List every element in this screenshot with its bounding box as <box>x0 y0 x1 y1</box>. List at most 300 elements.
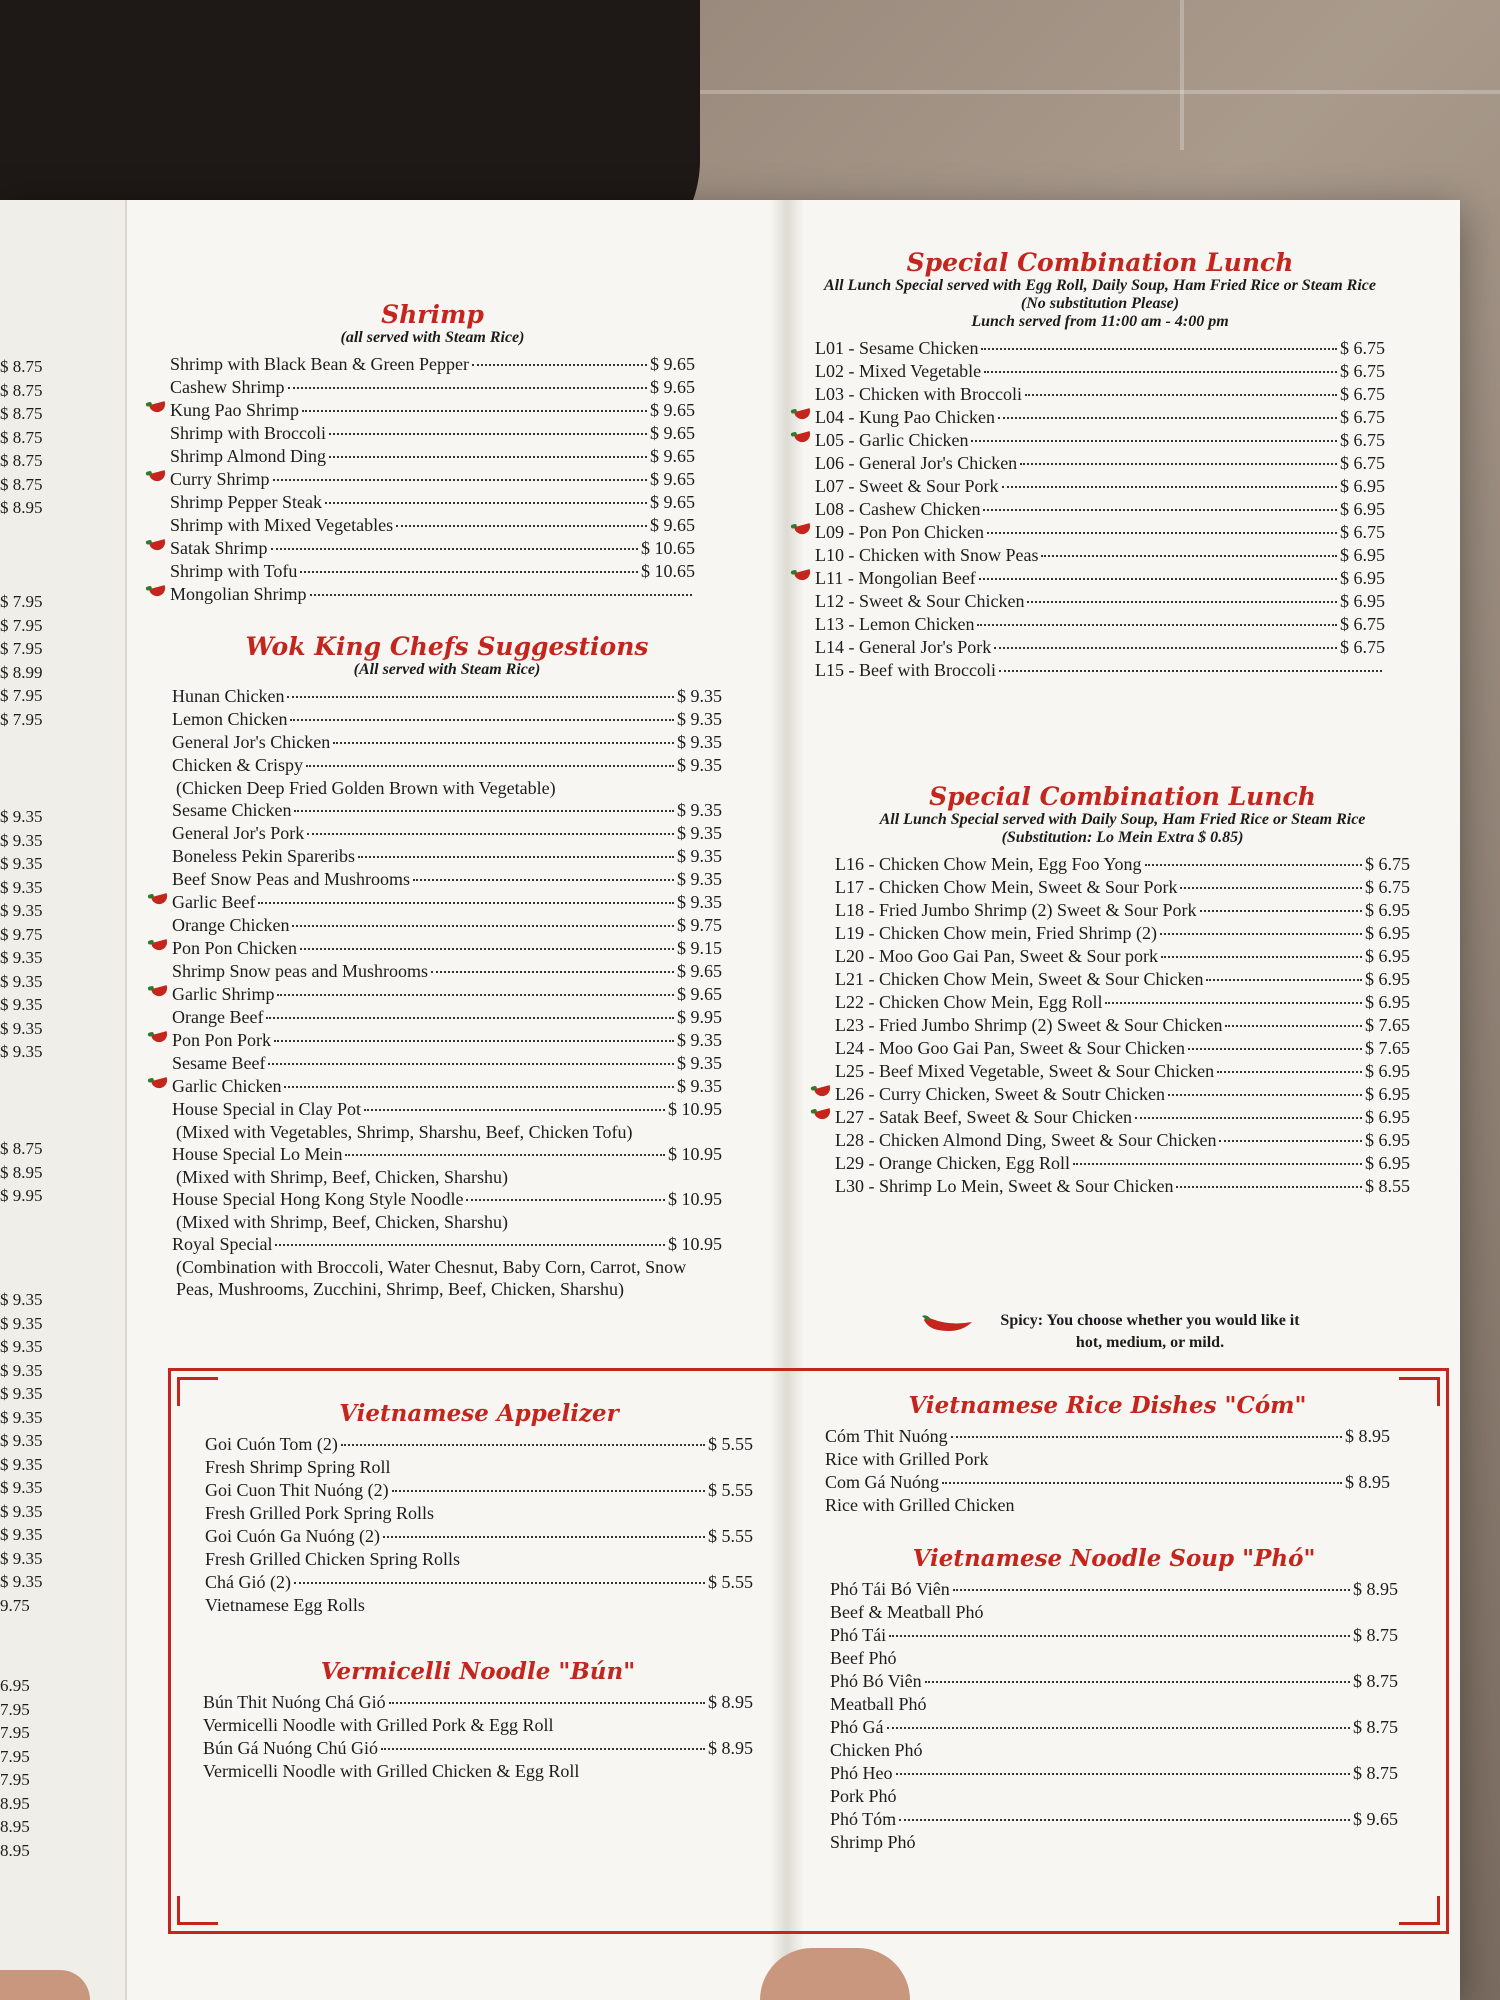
item-price: $ 6.95 <box>1365 1084 1410 1104</box>
item-price: $ 8.95 <box>1345 1426 1390 1446</box>
item-price: $ 7.65 <box>1365 1015 1410 1035</box>
item-list <box>203 1691 753 1783</box>
section-title: Vietnamese Rice Dishes "Cóm" <box>908 1392 1307 1419</box>
menu-item <box>172 1233 722 1256</box>
partial-price: $ 9.35 <box>0 1478 43 1497</box>
item-price: $ 8.75 <box>1353 1625 1398 1645</box>
menu-item <box>170 376 695 399</box>
item-price: $ 6.95 <box>1340 476 1385 496</box>
partial-price: $ 9.35 <box>0 901 43 920</box>
menu-item <box>815 360 1385 383</box>
dot-leader <box>383 1536 705 1538</box>
price-group <box>0 805 62 1064</box>
dot-leader <box>294 810 674 812</box>
menu-item <box>835 1037 1410 1060</box>
item-description: Chicken Phó <box>830 1740 923 1760</box>
dot-leader <box>951 1436 1342 1438</box>
item-price: $ 6.95 <box>1340 568 1385 588</box>
item-price: $ 6.75 <box>1340 361 1385 381</box>
dot-leader <box>887 1727 1351 1729</box>
partial-price: $ 9.95 <box>0 1186 43 1205</box>
item-name: L26 - Curry Chicken, Sweet & Soutr Chicken <box>835 1084 1165 1104</box>
item-name: Shrimp with Black Bean & Green Pepper <box>170 354 469 374</box>
dot-leader <box>1002 486 1338 488</box>
menu-item <box>205 1525 753 1548</box>
partial-price: 9.75 <box>0 1595 30 1615</box>
item-price: $ 8.75 <box>1353 1717 1398 1737</box>
item-price: $ 9.35 <box>677 1076 722 1096</box>
menu-item <box>205 1571 753 1594</box>
item-price: $ 9.65 <box>650 446 695 466</box>
viet-pho-section <box>830 1545 1398 1854</box>
item-price: $ 6.95 <box>1365 1107 1410 1127</box>
item-name: House Special in Clay Pot <box>172 1099 361 1119</box>
item-price: $ 8.95 <box>708 1738 753 1758</box>
partial-price: $ 8.75 <box>0 427 43 447</box>
corner-ornament <box>1399 1896 1440 1925</box>
menu-item <box>172 1006 722 1029</box>
item-list <box>830 1578 1398 1854</box>
menu-item <box>170 399 695 422</box>
section-title: Wok King Chefs Suggestions <box>245 632 649 661</box>
partial-price: $ 8.95 <box>0 498 43 517</box>
dot-leader <box>1176 1186 1362 1188</box>
item-price: $ 9.35 <box>677 823 722 843</box>
item-price: $ 6.75 <box>1340 614 1385 634</box>
dot-leader <box>1217 1071 1362 1073</box>
partial-price: 6.95 <box>0 1676 30 1695</box>
item-name: House Special Hong Kong Style Noodle <box>172 1189 464 1209</box>
partial-price: $ 9.35 <box>0 948 43 967</box>
item-price: $ 6.95 <box>1365 969 1410 989</box>
item-name: Cashew Shrimp <box>170 377 285 397</box>
item-description: Fresh Grilled Chicken Spring Rolls <box>205 1549 460 1569</box>
item-description: Fresh Shrimp Spring Roll <box>205 1457 391 1477</box>
item-name: L11 - Mongolian Beef <box>815 568 976 588</box>
section-subtitle: All Lunch Special served with Egg Roll, Daily Soup, Ham Fried Rice or Steam Rice <box>823 277 1376 294</box>
partial-price: $ 9.35 <box>0 995 43 1014</box>
item-price: $ 9.65 <box>650 515 695 535</box>
dot-leader <box>977 624 1337 626</box>
item-price: $ 6.75 <box>1340 453 1385 473</box>
menu-item <box>815 659 1385 682</box>
dot-leader <box>292 925 674 927</box>
item-price: $ 9.15 <box>677 938 722 958</box>
item-price: $ 5.55 <box>708 1526 753 1546</box>
item-list <box>825 1425 1390 1517</box>
menu-item <box>172 1143 722 1166</box>
dot-leader <box>896 1773 1351 1775</box>
lunch-section-1 <box>815 248 1385 682</box>
dot-leader <box>288 387 648 389</box>
item-name: Bún Gá Nuóng Chú Gió <box>203 1738 378 1758</box>
item-name: L30 - Shrimp Lo Mein, Sweet & Sour Chicken <box>835 1176 1174 1196</box>
item-name: L03 - Chicken with Broccoli <box>815 384 1022 404</box>
item-price: $ 9.65 <box>650 377 695 397</box>
menu-item <box>205 1479 753 1502</box>
item-price: $ 10.95 <box>668 1234 722 1254</box>
section-subtitle: (all served with Steam Rice) <box>340 329 525 346</box>
dot-leader <box>287 696 674 698</box>
item-name: Sesame Beef <box>172 1053 266 1073</box>
item-price: $ 6.75 <box>1340 338 1385 358</box>
menu-item <box>172 1029 722 1052</box>
item-price: $ 10.95 <box>668 1144 722 1164</box>
item-name: Bún Thit Nuóng Chá Gió <box>203 1692 386 1712</box>
dot-leader <box>329 433 647 435</box>
item-list <box>172 685 722 1300</box>
item-name: Satak Shrimp <box>170 538 268 558</box>
spicy-note <box>920 1310 1380 1354</box>
item-name: L14 - General Jor's Pork <box>815 637 992 657</box>
menu-item <box>172 731 722 754</box>
item-price: $ 6.95 <box>1365 992 1410 1012</box>
item-price: $ 9.35 <box>677 892 722 912</box>
menu-item <box>830 1578 1398 1601</box>
dot-leader <box>258 902 674 904</box>
menu-item <box>815 452 1385 475</box>
dot-leader <box>1135 1117 1362 1119</box>
corner-ornament <box>1399 1377 1440 1406</box>
partial-price: $ 9.35 <box>0 1431 43 1450</box>
item-name: Shrimp with Mixed Vegetables <box>170 515 394 535</box>
item-description: Rice with Grilled Chicken <box>825 1495 1015 1515</box>
item-name: Phó Bó Viên <box>830 1671 922 1691</box>
partial-price: $ 8.99 <box>0 662 43 682</box>
spicy-note-line: Spicy: You choose whether you would like it <box>1000 1312 1300 1329</box>
partial-price: $ 9.35 <box>0 1525 43 1544</box>
dot-leader <box>364 1109 665 1111</box>
dot-leader <box>302 410 647 412</box>
dot-leader <box>983 509 1337 511</box>
menu-item <box>172 868 722 891</box>
item-name: Orange Beef <box>172 1007 264 1027</box>
item-price: $ 6.75 <box>1340 637 1385 657</box>
item-name: Garlic Beef <box>172 892 256 912</box>
item-price: $ 6.95 <box>1365 1130 1410 1150</box>
price-group <box>0 1288 62 1617</box>
item-price: $ 10.65 <box>641 561 695 581</box>
partial-price: 7.95 <box>0 1699 30 1719</box>
menu-item <box>815 590 1385 613</box>
dot-leader <box>381 1748 705 1750</box>
shrimp-section <box>170 300 695 606</box>
menu-item <box>815 429 1385 452</box>
menu-item <box>170 537 695 560</box>
item-name: L04 - Kung Pao Chicken <box>815 407 995 427</box>
dot-leader <box>984 371 1337 373</box>
section-title: Vietnamese Appelizer <box>339 1400 619 1427</box>
item-price: $ 6.75 <box>1340 384 1385 404</box>
item-price: $ 6.95 <box>1365 900 1410 920</box>
item-name: Com Gá Nuóng <box>825 1472 939 1492</box>
dot-leader <box>333 742 674 744</box>
item-name: Shrimp Almond Ding <box>170 446 327 466</box>
partial-price: 7.95 <box>0 1770 30 1789</box>
partial-price: $ 9.35 <box>0 1290 43 1309</box>
item-price: $ 9.35 <box>677 732 722 752</box>
item-name: Phó Heo <box>830 1763 893 1783</box>
item-price: $ 9.95 <box>677 1007 722 1027</box>
item-name: Orange Chicken <box>172 915 290 935</box>
dot-leader <box>1105 1002 1362 1004</box>
floor-tile-seam <box>1180 0 1184 150</box>
item-list <box>815 337 1385 682</box>
item-price: $ 10.95 <box>668 1189 722 1209</box>
dot-leader <box>994 647 1337 649</box>
item-name: L12 - Sweet & Sour Chicken <box>815 591 1025 611</box>
dot-leader <box>300 948 674 950</box>
item-price: $ 9.65 <box>677 961 722 981</box>
item-name: Curry Shrimp <box>170 469 270 489</box>
menu-item <box>815 636 1385 659</box>
item-name: Cóm Thit Nuóng <box>825 1426 948 1446</box>
menu-item <box>172 891 722 914</box>
item-name: Phó Tái <box>830 1625 887 1645</box>
partial-price: $ 9.35 <box>0 1384 43 1403</box>
section-title: Vermicelli Noodle "Bún" <box>320 1658 636 1685</box>
item-price: $ 9.65 <box>1353 1809 1398 1829</box>
dot-leader <box>271 548 639 550</box>
item-description: (Mixed with Shrimp, Beef, Chicken, Sharshu) <box>176 1212 508 1232</box>
dot-leader <box>925 1681 1350 1683</box>
item-price: $ 6.95 <box>1340 591 1385 611</box>
item-price: $ 9.65 <box>650 400 695 420</box>
price-group <box>0 1137 62 1208</box>
thumb <box>0 1970 90 2000</box>
menu-item <box>203 1737 753 1760</box>
partial-price: $ 9.35 <box>0 1501 43 1521</box>
item-price: $ 5.55 <box>708 1572 753 1592</box>
item-price: $ 9.35 <box>677 755 722 775</box>
item-name: Goi Cuon Thit Nuóng (2) <box>205 1480 389 1500</box>
partial-price: $ 7.95 <box>0 686 43 705</box>
item-name: Mongolian Shrimp <box>170 584 307 604</box>
item-price: $ 6.95 <box>1340 499 1385 519</box>
item-name: L06 - General Jor's Chicken <box>815 453 1018 473</box>
partial-price: $ 8.75 <box>0 474 43 494</box>
menu-item <box>172 983 722 1006</box>
item-description: (Mixed with Shrimp, Beef, Chicken, Sharshu) <box>176 1167 508 1187</box>
dot-leader <box>268 1063 674 1065</box>
item-name: L05 - Garlic Chicken <box>815 430 969 450</box>
spicy-note-line: hot, medium, or mild. <box>1075 1334 1225 1351</box>
dot-leader <box>998 417 1337 419</box>
item-name: L07 - Sweet & Sour Pork <box>815 476 999 496</box>
item-price: $ 9.75 <box>677 915 722 935</box>
menu-item <box>172 1052 722 1075</box>
partial-price: 8.95 <box>0 1793 30 1813</box>
dot-leader <box>942 1482 1342 1484</box>
partial-price: $ 9.35 <box>0 1337 43 1356</box>
item-list <box>170 353 695 606</box>
dot-leader <box>345 1154 665 1156</box>
menu-item <box>815 406 1385 429</box>
item-price: $ 8.95 <box>1353 1579 1398 1599</box>
dot-leader <box>284 1086 674 1088</box>
item-description: Shrimp Phó <box>830 1832 916 1852</box>
dot-leader <box>1188 1048 1362 1050</box>
dot-leader <box>1225 1025 1362 1027</box>
item-price: $ 6.75 <box>1365 854 1410 874</box>
item-description: Pork Phó <box>830 1786 897 1806</box>
partial-price: $ 9.35 <box>0 1407 43 1427</box>
menu-item <box>170 560 695 583</box>
partial-price: 7.95 <box>0 1746 30 1766</box>
item-price: $ 8.95 <box>708 1692 753 1712</box>
dot-leader <box>275 1244 665 1246</box>
partial-price: $ 8.75 <box>0 451 43 470</box>
menu-item <box>172 708 722 731</box>
item-price: $ 6.95 <box>1365 1153 1410 1173</box>
item-price: $ 8.55 <box>1365 1176 1410 1196</box>
dot-leader <box>979 578 1337 580</box>
partial-price: $ 9.35 <box>0 971 43 991</box>
item-price: $ 6.95 <box>1365 1061 1410 1081</box>
item-name: L19 - Chicken Chow mein, Fried Shrimp (2) <box>835 923 1157 943</box>
partial-price: $ 8.95 <box>0 1162 43 1182</box>
item-price: $ 9.65 <box>650 423 695 443</box>
section-title: Vietnamese Noodle Soup "Phó" <box>912 1545 1316 1572</box>
menu-item <box>825 1471 1390 1494</box>
dot-leader <box>1160 933 1362 935</box>
menu-item <box>172 754 722 777</box>
price-group <box>0 590 62 731</box>
dot-leader <box>1073 1163 1362 1165</box>
item-description: Vermicelli Noodle with Grilled Chicken & Egg Roll <box>203 1761 580 1781</box>
item-name: Pon Pon Chicken <box>172 938 298 958</box>
menu-item <box>835 1014 1410 1037</box>
item-name: Goi Cuón Ga Nuóng (2) <box>205 1526 380 1546</box>
item-price: $ 9.35 <box>677 1030 722 1050</box>
menu-item <box>170 353 695 376</box>
dot-leader <box>1180 887 1362 889</box>
item-price: $ 8.75 <box>1353 1763 1398 1783</box>
menu-item <box>815 337 1385 360</box>
dot-leader <box>294 1582 705 1584</box>
menu-item <box>830 1624 1398 1647</box>
partial-price: $ 9.35 <box>0 1360 43 1380</box>
item-description: Vermicelli Noodle with Grilled Pork & Egg Roll <box>203 1715 554 1735</box>
partial-price: $ 9.35 <box>0 1454 43 1474</box>
menu-item <box>170 468 695 491</box>
dot-leader <box>1025 394 1337 396</box>
item-name: Kung Pao Shrimp <box>170 400 300 420</box>
item-price: $ 6.75 <box>1340 430 1385 450</box>
section-subtitle: (All served with Steam Rice) <box>353 661 541 678</box>
item-description: Beef & Meatball Phó <box>830 1602 984 1622</box>
item-price: $ 5.55 <box>708 1434 753 1454</box>
item-name: Hunan Chicken <box>172 686 285 706</box>
menu-item <box>835 1129 1410 1152</box>
dot-leader <box>413 879 674 881</box>
menu-item <box>815 383 1385 406</box>
menu-item <box>835 968 1410 991</box>
item-price: $ 9.35 <box>677 869 722 889</box>
menu-item <box>815 521 1385 544</box>
item-name: L21 - Chicken Chow Mein, Sweet & Sour Chicken <box>835 969 1204 989</box>
item-price: $ 9.65 <box>650 469 695 489</box>
item-description: Meatball Phó <box>830 1694 927 1714</box>
viet-rice-section <box>825 1392 1390 1517</box>
item-price: $ 6.95 <box>1340 545 1385 565</box>
item-name: L13 - Lemon Chicken <box>815 614 975 634</box>
dot-leader <box>1219 1140 1362 1142</box>
partial-price: $ 9.75 <box>0 924 43 944</box>
dot-leader <box>1161 956 1362 958</box>
partial-price: $ 9.35 <box>0 854 43 873</box>
menu-item <box>835 1083 1410 1106</box>
item-price: $ 9.35 <box>677 800 722 820</box>
partial-price: $ 9.35 <box>0 1018 43 1038</box>
partial-price: $ 8.75 <box>0 404 43 423</box>
menu-item <box>830 1670 1398 1693</box>
section-subtitle: All Lunch Special served with Daily Soup, Ham Fried Rice or Steam Rice <box>879 811 1366 828</box>
item-name: L01 - Sesame Chicken <box>815 338 979 358</box>
menu-item <box>172 914 722 937</box>
menu-item <box>830 1762 1398 1785</box>
dot-leader <box>396 525 647 527</box>
item-name: L15 - Beef with Broccoli <box>815 660 996 680</box>
dot-leader <box>290 719 674 721</box>
partial-price: $ 9.35 <box>0 1548 43 1568</box>
item-name: L10 - Chicken with Snow Peas <box>815 545 1039 565</box>
menu-item <box>172 1098 722 1121</box>
menu-item <box>172 845 722 868</box>
partial-price: 8.95 <box>0 1840 30 1860</box>
item-price: $ 7.65 <box>1365 1038 1410 1058</box>
item-name: L29 - Orange Chicken, Egg Roll <box>835 1153 1070 1173</box>
menu-item <box>170 491 695 514</box>
item-name: Chicken & Crispy <box>172 755 303 775</box>
left-page-edge <box>0 200 127 2000</box>
item-name: Phó Gá <box>830 1717 884 1737</box>
item-description: Vietnamese Egg Rolls <box>205 1595 365 1615</box>
menu-item <box>835 899 1410 922</box>
item-name: L20 - Moo Goo Gai Pan, Sweet & Sour pork <box>835 946 1158 966</box>
item-name: Boneless Pekin Spareribs <box>172 846 355 866</box>
price-group <box>0 1674 62 1862</box>
section-subtitle: (No substitution Please) <box>1020 295 1180 312</box>
item-name: Shrimp Snow peas and Mushrooms <box>172 961 428 981</box>
partial-price: $ 9.35 <box>0 1313 43 1333</box>
menu-item <box>815 475 1385 498</box>
item-name: L08 - Cashew Chicken <box>815 499 981 519</box>
item-name: L18 - Fried Jumbo Shrimp (2) Sweet & Sour Pork <box>835 900 1197 920</box>
item-price: $ 9.35 <box>677 686 722 706</box>
item-name: L17 - Chicken Chow Mein, Sweet & Sour Pork <box>835 877 1178 897</box>
menu-item <box>172 1075 722 1098</box>
dot-leader <box>971 440 1337 442</box>
chefs-section <box>172 632 722 1300</box>
menu-item <box>172 822 722 845</box>
item-description: (Chicken Deep Fried Golden Brown with Vegetable) <box>176 778 556 798</box>
menu-item <box>172 937 722 960</box>
menu-item <box>203 1691 753 1714</box>
dot-leader <box>310 594 692 596</box>
partial-price: $ 7.95 <box>0 639 43 658</box>
item-name: House Special Lo Mein <box>172 1144 343 1164</box>
partial-price: $ 9.35 <box>0 830 43 850</box>
item-list <box>205 1433 753 1617</box>
menu-item <box>835 1152 1410 1175</box>
dot-leader <box>889 1635 1350 1637</box>
section-title: Special Combination Lunch <box>929 782 1316 811</box>
dot-leader <box>466 1199 665 1201</box>
dot-leader <box>341 1444 705 1446</box>
partial-price: $ 9.35 <box>0 1042 43 1061</box>
item-list <box>835 853 1410 1198</box>
